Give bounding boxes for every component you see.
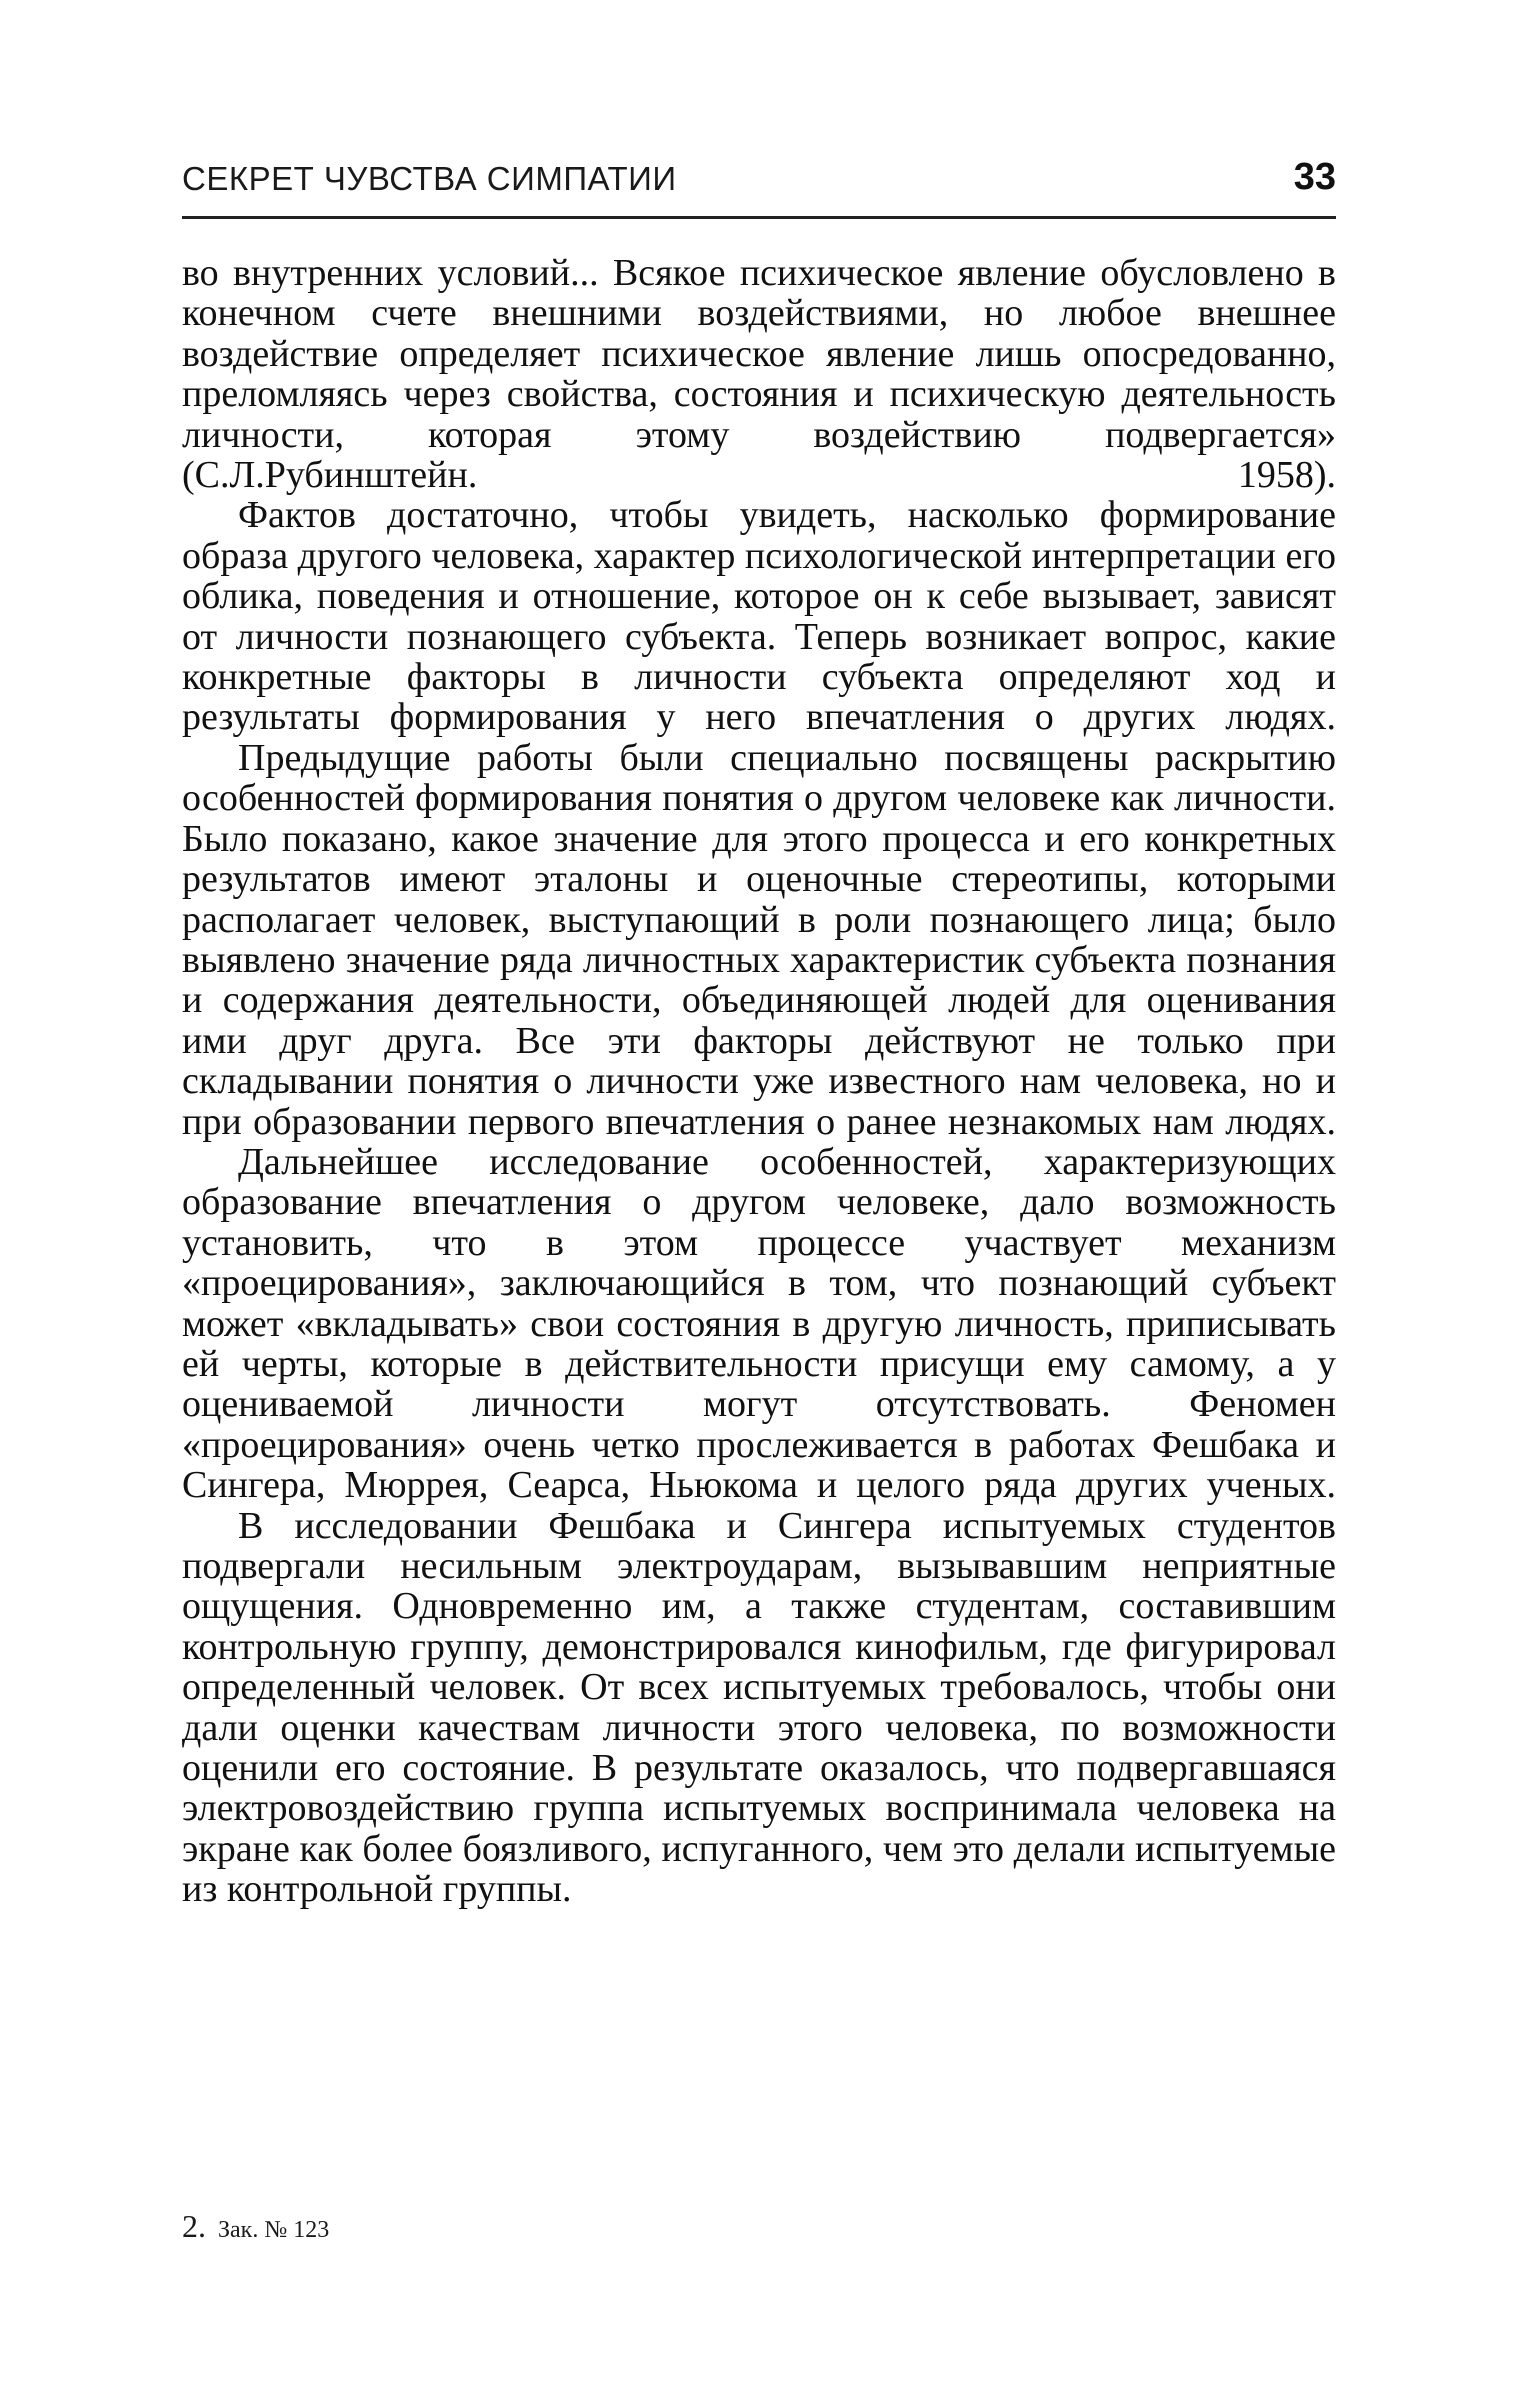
signature-number: 2.	[182, 2208, 206, 2244]
printer-signature-mark	[182, 2208, 329, 2245]
paragraph: Дальнейшее исследование особенностей, характеризующих образование впечатления о другом человеке, дало возможность установить, что в этом процессе участвует механизм «проецирования», заключающийся в том, что познающий субъект может «вкладывать» свои состояния в другую личность, приписывать ей черты, которые в действительности присущи ему самому, а у оцениваемой личности могут отсутствовать. Феномен «проецирования» очень четко прослеживается в работах Фешбака и Сингера, Мюррея, Сеарса, Ньюкома и целого ряда других ученых.	[182, 1140, 1336, 1507]
page-number: 33	[1293, 156, 1336, 198]
paragraph: Предыдущие работы были специально посвящены раскрытию особенностей формирования понятия о другом человеке как личности. Было показано, какое значение для этого процесса и его конкретных результатов имеют эталоны и оценочные стереотипы, которыми располагает человек, выступающий в роли познающего лица; было выявлено значение ряда личностных характеристик субъекта познания и содержания деятельности, объединяющей людей для оценивания ими друг друга. Все эти факторы действуют не только при складывании понятия о личности уже известного нам человека, но и при образовании первого впечатления о ранее незнакомых нам людях.	[182, 736, 1336, 1143]
body-text	[182, 253, 1336, 1910]
running-header	[182, 156, 1336, 219]
paragraph-continuation: во внутренних условий... Всякое психическое явление обусловлено в конечном счете внешними воздействиями, но любое внешнее воздействие определяет психическое явление лишь опосредованно, преломляясь через свойства, состояния и психическую деятельность личности, которая этому воздействию подвергается» (С.Л.Рубинштейн. 1958).	[182, 252, 1336, 497]
paragraph: Фактов достаточно, чтобы увидеть, насколько формирование образа другого человека, характер психологической интерпретации его облика, поведения и отношение, которое он к себе вызывает, зависят от личности познающего субъекта. Теперь возникает вопрос, какие конкретные факторы в личности субъекта определяют ход и результаты формирования у него впечатления о других людях.	[182, 494, 1336, 739]
signature-order: Зак. № 123	[218, 2217, 330, 2243]
paragraph: В исследовании Фешбака и Сингера испытуемых студентов подвергали несильным электроударам, вызывавшим неприятные ощущения. Одновременно им, а также студентам, составившим контрольную группу, демонстрировался кинофильм, где фигурировал определенный человек. От всех испытуемых требовалось, чтобы они дали оценки качествам личности этого человека, по возможности оценили его состояние. В результате оказалось, что подвергавшаяся электровоздействию группа испытуемых воспринимала человека на экране как более боязливого, испуганного, чем это делали испытуемые из контрольной группы.	[182, 1504, 1336, 1911]
running-header-title: СЕКРЕТ ЧУВСТВА СИМПАТИИ	[182, 160, 677, 197]
